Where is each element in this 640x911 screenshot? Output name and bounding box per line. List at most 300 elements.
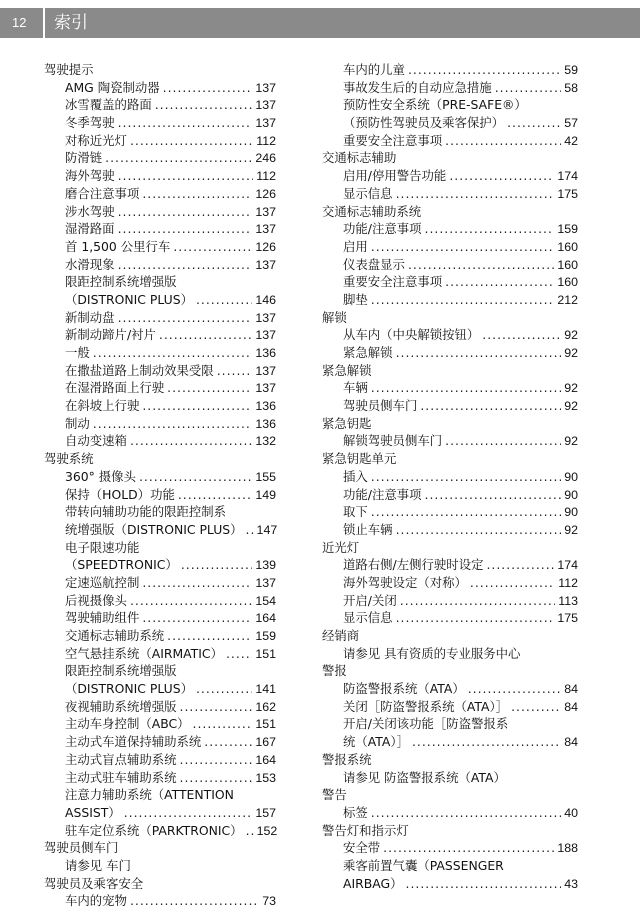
index-entry [322,79,578,97]
header-bar [0,8,640,38]
index-entry [44,326,276,344]
page-ref: 174 [557,558,578,573]
page-ref: 126 [255,186,276,201]
index-entry-text: 取下 [343,504,368,520]
index-entry [322,220,578,238]
dot-leader [178,486,252,504]
index-entry-text: 警告灯和指示灯 [322,822,409,838]
index-entry [44,521,276,539]
index-entry [322,715,578,733]
dot-leader [180,751,253,769]
index-entry [44,486,276,504]
index-entry [44,185,276,203]
index-heading [44,450,276,468]
page-ref: 162 [255,699,276,714]
index-entry-text: 空气悬挂系统（AIRMATIC） [65,645,223,661]
index-heading [322,362,578,380]
page-ref: 160 [557,239,578,254]
page-ref: 167 [255,735,276,750]
dot-leader [180,698,253,716]
page-ref: 137 [255,310,276,325]
index-entry-text: 从车内（中央解锁按钮） [343,327,480,343]
index-entry [44,751,276,769]
dot-leader [139,468,252,486]
dot-leader [118,309,253,327]
index-entry-text: 重要安全注意事项 [343,274,443,290]
index-entry [322,344,578,362]
index-entry [44,592,276,610]
index-entry [44,857,276,875]
dot-leader [155,96,253,114]
index-entry-text: 开启/关闭 [343,592,397,608]
index-entry [44,680,276,698]
index-entry-text: 驾驶辅助组件 [65,610,140,626]
page-ref: 92 [564,328,578,343]
index-entry-text: 海外驾驶 [65,168,115,184]
page-ref: 151 [255,717,276,732]
index-entry [322,857,578,875]
page-ref: 126 [255,239,276,254]
index-entry [322,61,578,79]
dot-leader [118,256,253,274]
index-entry-text: 标签 [343,804,368,820]
dot-leader [396,185,555,203]
index-entry-text: 磨合注意事项 [65,185,140,201]
index-entry-text: 水滑现象 [65,256,115,272]
index-entry [322,486,578,504]
dot-leader [93,344,253,362]
index-entry-text: 请参见 车门 [65,857,131,873]
page-ref: 155 [255,469,276,484]
dot-leader [371,804,561,822]
index-entry [322,397,578,415]
index-entry-text: 仪表盘显示 [343,256,405,272]
dot-leader [93,415,253,433]
index-entry [322,432,578,450]
index-entry [322,556,578,574]
dot-leader [396,344,562,362]
index-heading [322,309,578,327]
index-entry-text: 近光灯 [322,539,360,555]
index-entry [44,733,276,751]
dot-leader [167,627,252,645]
page-ref: 84 [564,682,578,697]
index-entry-text: 请参见 防盗警报系统（ATA） [343,769,506,785]
dot-leader [118,220,253,238]
index-entry-text: 乘客前置气囊（PASSENGER [343,857,504,873]
index-entry-text: 防滑链 [65,150,103,166]
page-ref: 212 [557,292,578,307]
index-entry-text: 警报 [322,663,347,679]
index-entry-text: 驾驶员侧车门 [44,840,119,856]
dot-leader [204,733,252,751]
index-heading [322,627,578,645]
index-entry [44,786,276,804]
index-entry-text: 道路右侧/左侧行驶时设定 [343,557,484,573]
index-entry-text: 交通标志辅助系统 [322,203,422,219]
index-entry [44,556,276,574]
index-entry-text: 主动式驻车辅助系统 [65,769,177,785]
index-entry-text: 经销商 [322,628,360,643]
index-entry [44,892,276,910]
dot-leader [226,645,252,663]
page-ref: 188 [557,841,578,856]
index-entry-text: （预防性驾驶员及乘客保护） [343,115,505,131]
index-heading [44,839,276,857]
index-entry-text: 对称近光灯 [65,132,127,148]
index-heading [322,149,578,167]
index-entry-text: （SPEEDTRONIC） [65,557,178,573]
index-entry-text: 防盗警报系统（ATA） [343,681,465,697]
dot-leader [196,680,252,698]
dot-leader [130,132,253,150]
index-entry-text: 冬季驾驶 [65,115,115,131]
dot-leader [396,521,562,539]
index-column-right [322,61,578,892]
page-ref: 92 [564,346,578,360]
page-ref: 59 [564,63,578,77]
index-entry [322,132,578,150]
index-entry-text: 车辆 [343,380,368,396]
dot-leader [181,556,252,574]
dot-leader [371,238,555,256]
dot-leader [371,291,555,309]
dot-leader [486,556,554,574]
dot-leader [470,574,555,592]
index-entry [322,238,578,256]
page-ref: 159 [557,222,578,237]
index-entry-text: 海外驾驶设定（对称） [343,574,467,590]
index-entry-text: 驻车定位系统（PARKTRONIC） [65,822,243,838]
page-ref: 246 [255,151,276,166]
index-entry-text: 解锁 [322,309,347,325]
index-entry [44,291,276,309]
index-heading [44,875,276,893]
page-ref: 141 [255,682,276,697]
dot-leader [468,680,561,698]
dot-leader [124,804,253,822]
page-ref: 113 [558,593,578,608]
index-entry-text: 夜视辅助系统增强版 [65,698,177,714]
page-ref: 137 [255,328,276,343]
page-ref: 90 [564,487,578,502]
index-entry [44,432,276,450]
index-entry-text: 驾驶员及乘客安全 [44,875,144,891]
dot-leader [406,875,562,893]
index-entry-text: 解锁驾驶员侧车门 [343,433,443,449]
dot-leader [495,79,562,97]
index-entry [322,468,578,486]
page-title: 索引 [54,13,88,33]
index-entry-text: 车内的宠物 [65,893,127,909]
dot-leader [142,397,252,415]
dot-leader [396,609,555,627]
index-entry [322,592,578,610]
index-heading [322,822,578,840]
index-entry [44,220,276,238]
index-entry [44,415,276,433]
dot-leader [383,839,554,857]
index-entry [322,167,578,185]
page-ref: 84 [564,735,578,750]
page-ref: 153 [255,770,276,785]
dot-leader [425,486,562,504]
page-ref: 137 [255,98,276,113]
index-entry-text: 驾驶员侧车门 [343,398,418,414]
index-entry-text: 自动变速箱 [65,433,127,449]
page-ref: 84 [564,699,578,714]
index-entry-text: 紧急解锁 [343,345,393,360]
index-entry [44,627,276,645]
index-entry [44,574,276,592]
index-entry [322,769,578,787]
index-entry-text: 在斜坡上行驶 [65,398,140,414]
index-entry-text: 统（ATA）］ [343,734,409,750]
index-entry [44,804,276,822]
dot-leader [449,167,554,185]
index-entry-text: 新制动盘 [65,309,115,325]
dot-leader [118,167,254,185]
page-ref: 160 [557,257,578,272]
index-entry-text: 注意力辅助系统（ATTENTION [65,787,234,803]
page-ref: 164 [255,752,276,767]
dot-leader [173,238,252,256]
dot-leader [105,149,252,167]
page-ref: 137 [255,204,276,219]
index-entry [44,645,276,663]
page-ref: 152 [256,823,278,838]
index-entry [322,574,578,592]
dot-leader [371,468,561,486]
dot-leader [420,397,561,415]
index-entry-text: 警报系统 [322,751,372,767]
index-entry-text: 功能/注意事项 [343,486,422,502]
index-entry-text: 安全带 [343,840,381,856]
index-entry [322,875,578,893]
index-entry [44,468,276,486]
index-entry-text: 请参见 具有资质的专业服务中心 [343,645,521,661]
index-heading [322,450,578,468]
dot-leader [130,892,259,910]
page-ref: 90 [564,505,578,520]
index-entry [44,698,276,716]
index-entry-text: 定速巡航控制 [65,574,140,590]
index-entry-text: AMG 陶瓷制动器 [65,79,160,95]
dot-leader [163,79,253,97]
index-entry-text: 交通标志辅助系统 [65,628,165,643]
index-heading [322,415,578,433]
page-ref: 136 [255,399,276,414]
index-entry [322,96,578,114]
page-ref: 174 [557,169,578,184]
page-ref: 164 [255,611,276,626]
dot-leader [130,592,252,610]
dot-leader [193,715,253,733]
index-entry-text: 后视摄像头 [65,592,127,608]
index-entry [44,167,276,185]
page-ref: 139 [255,558,276,573]
page-ref: 132 [255,434,276,449]
page-ref: 112 [256,133,276,148]
page-ref: 154 [255,593,276,608]
page-ref: 160 [557,275,578,290]
page-ref: 137 [255,381,276,396]
dot-leader [371,503,561,521]
index-entry [44,397,276,415]
index-entry-text: 主动式车道保持辅助系统 [65,734,202,750]
index-entry [322,645,578,663]
index-entry [322,521,578,539]
index-entry-text: 功能/注意事项 [343,221,422,237]
index-entry-text: 交通标志辅助 [322,150,397,166]
page-ref: 92 [564,381,578,396]
index-entry-text: 湿滑路面 [65,221,115,237]
page-ref: 92 [564,522,578,537]
page-ref: 92 [564,434,578,449]
page-ref: 157 [255,805,276,820]
index-entry [44,238,276,256]
dot-leader [142,609,252,627]
index-entry [322,326,578,344]
dot-leader [118,203,253,221]
page-ref: 137 [255,257,276,272]
page-ref: 137 [255,80,276,95]
page-ref: 137 [255,363,276,378]
page-ref: 90 [564,469,578,484]
index-entry-text: 主动式盲点辅助系统 [65,751,177,767]
index-heading [322,662,578,680]
index-entry-text: 冰雪覆盖的路面 [65,97,152,113]
index-entry [322,379,578,397]
index-entry [44,256,276,274]
index-entry [44,203,276,221]
index-entry-text: 制动 [65,415,90,431]
index-entry-text: 保持（HOLD）功能 [65,486,175,502]
index-entry-text: 显示信息 [343,185,393,201]
dot-leader [412,733,561,751]
index-entry [322,256,578,274]
index-entry-text: 插入 [343,468,368,484]
index-entry [44,609,276,627]
index-entry [44,822,276,840]
index-entry [44,309,276,327]
index-entry-text: 锁止车辆 [343,521,393,537]
dot-leader [511,698,561,716]
index-heading [322,751,578,769]
index-entry-text: 预防性安全系统（PRE-SAFE®） [343,97,527,113]
index-entry-text: 360° 摄像头 [65,468,136,484]
index-entry-text: 脚垫 [343,291,368,307]
index-entry-text: 带转向辅助功能的限距控制系 [65,504,227,520]
dot-leader [118,114,253,132]
page-ref: 146 [255,292,276,307]
page-ref: 112 [558,575,578,590]
dot-leader [246,822,254,840]
dot-leader [507,114,561,132]
dot-leader [142,574,252,592]
index-entry [322,185,578,203]
page-ref: 40 [564,805,578,820]
index-entry [44,96,276,114]
page-ref: 137 [255,575,276,590]
page-ref: 58 [564,80,578,95]
index-entry [44,539,276,557]
dot-leader [167,379,252,397]
page-ref: 43 [564,876,578,891]
index-entry-text: AIRBAG） [343,875,403,891]
dot-leader [445,432,561,450]
index-heading [322,203,578,221]
index-entry-text: （DISTRONIC PLUS） [65,681,193,697]
dot-leader [445,132,561,150]
index-entry-text: 启用 [343,238,368,254]
index-entry-text: 统增强版（DISTRONIC PLUS） [65,521,243,537]
index-entry [44,344,276,362]
page-ref: 149 [255,487,276,502]
index-heading [44,61,276,79]
page-header [0,0,640,46]
index-entry-text: 限距控制系统增强版 [65,274,177,290]
index-entry [322,273,578,291]
dot-leader [371,379,561,397]
index-entry [322,609,578,627]
dot-leader [180,769,253,787]
index-entry [322,839,578,857]
index-entry-text: 驾驶提示 [44,62,94,77]
header-divider [43,8,45,38]
page-ref: 42 [564,133,578,148]
index-entry [44,769,276,787]
index-entry-text: ASSIST） [65,804,121,820]
dot-leader [130,432,252,450]
index-entry-text: 紧急钥匙 [322,415,372,431]
index-entry-text: 紧急钥匙单元 [322,451,397,467]
index-entry [44,149,276,167]
index-entry [44,132,276,150]
index-entry-text: 首 1,500 公里行车 [65,238,171,254]
index-entry [322,804,578,822]
index-entry-text: （DISTRONIC PLUS） [65,291,193,307]
index-entry-text: 电子限速功能 [65,539,140,555]
index-heading [322,539,578,557]
index-entry-text: 一般 [65,345,90,360]
index-entry [322,114,578,132]
index-entry [44,273,276,291]
index-entry [44,379,276,397]
page-ref: 175 [557,611,578,626]
index-entry [44,662,276,680]
index-entry-text: 在湿滑路面上行驶 [65,380,165,396]
page-ref: 137 [255,222,276,237]
dot-leader [246,521,254,539]
index-entry [322,503,578,521]
index-entry-text: 警告 [322,787,347,803]
dot-leader [159,326,252,344]
dot-leader [217,362,253,380]
page-ref: 137 [255,116,276,131]
dot-leader [196,291,252,309]
index-entry [44,362,276,380]
index-entry-text: 主动车身控制（ABC） [65,716,190,732]
dot-leader [425,220,555,238]
index-entry-text: 在撒盐道路上制动效果受限 [65,362,214,378]
dot-leader [408,61,561,79]
page-ref: 73 [262,894,276,909]
index-entry-text: 重要安全注意事项 [343,132,443,148]
index-entry [322,680,578,698]
page-ref: 136 [255,416,276,431]
index-entry-text: 驾驶系统 [44,451,94,467]
